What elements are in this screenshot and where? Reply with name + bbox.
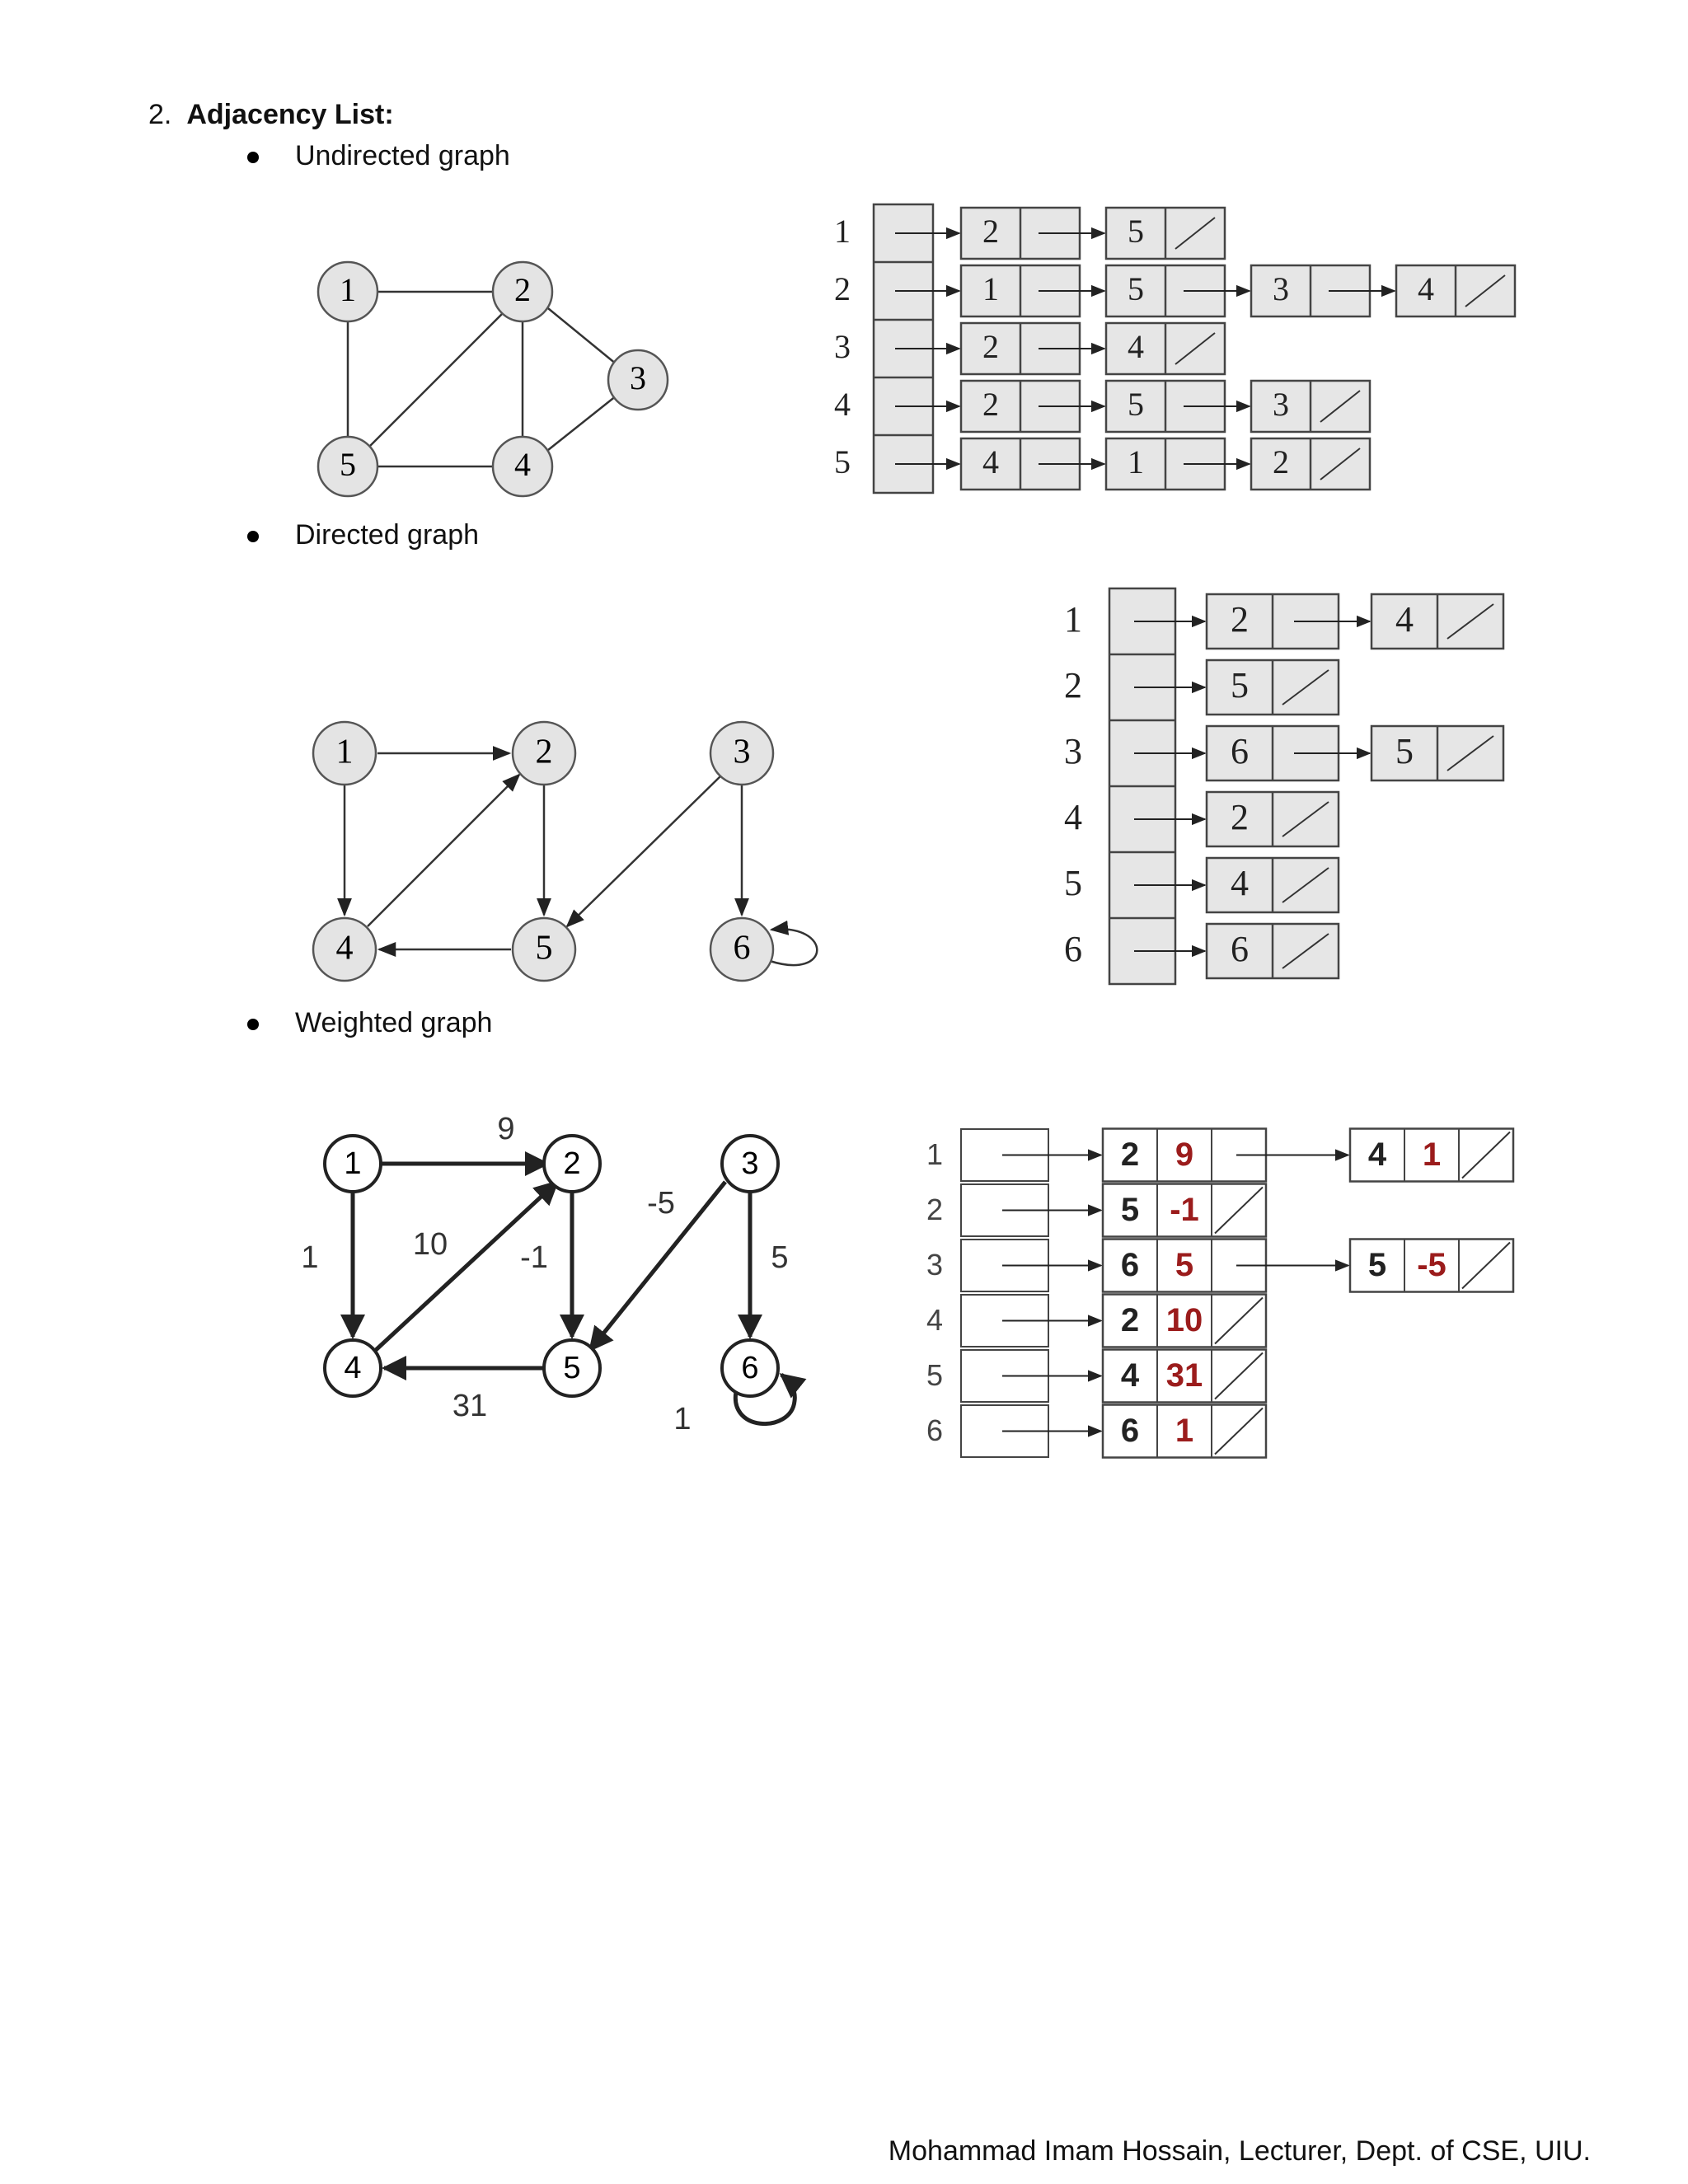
undirected-graph-drawing <box>348 292 617 466</box>
node-vertex: 4 <box>1367 1137 1387 1174</box>
node-value: 2 <box>982 328 999 366</box>
svg-text:1: 1 <box>340 271 356 309</box>
section-title: Adjacency List: <box>186 99 394 130</box>
node-2 <box>513 722 575 785</box>
edge-6-6 <box>770 929 817 965</box>
node-5 <box>544 1340 600 1396</box>
node-value: 3 <box>1273 386 1289 424</box>
weight-label-5-4: 31 <box>452 1389 488 1424</box>
node-value: 4 <box>982 443 999 481</box>
node-3 <box>608 350 668 410</box>
node-6 <box>710 918 773 981</box>
undirected-nodes <box>318 262 668 496</box>
node-weight: 5 <box>1175 1247 1194 1284</box>
node-vertex: 5 <box>1367 1247 1387 1284</box>
node-1 <box>313 722 376 785</box>
node-vertex: 2 <box>1120 1302 1140 1339</box>
svg-text:1: 1 <box>344 1146 362 1182</box>
node-value: 2 <box>1273 443 1289 481</box>
node-weight: -5 <box>1417 1247 1447 1284</box>
weight-label-1-4: 1 <box>301 1240 319 1276</box>
weighted-graph-label: Weighted graph <box>295 1007 493 1038</box>
node-value: 6 <box>1231 731 1249 772</box>
edge-4-2 <box>368 775 519 926</box>
edge-3-5 <box>567 775 722 926</box>
svg-text:6: 6 <box>733 929 751 968</box>
svg-text:3: 3 <box>733 733 751 771</box>
node-value: 1 <box>1128 443 1144 481</box>
svg-text:5: 5 <box>340 446 356 484</box>
weight-label-3-5: -5 <box>647 1186 675 1221</box>
edge-2-3 <box>544 305 617 364</box>
row-index-1: 1 <box>926 1137 944 1172</box>
node-3 <box>710 722 773 785</box>
node-weight: 31 <box>1165 1357 1203 1394</box>
weight-label-3-6: 5 <box>771 1240 789 1276</box>
svg-text:4: 4 <box>344 1351 362 1386</box>
weight-label-2-5: -1 <box>520 1240 548 1276</box>
svg-text:3: 3 <box>741 1146 759 1182</box>
undirected-graph-label: Undirected graph <box>295 140 510 171</box>
row-index-6: 6 <box>1064 929 1082 970</box>
node-value: 2 <box>982 213 999 251</box>
edge-2-5 <box>369 312 504 447</box>
node-value: 5 <box>1128 270 1144 308</box>
svg-text:2: 2 <box>535 733 553 771</box>
node-value: 5 <box>1128 213 1144 251</box>
node-2 <box>493 262 552 321</box>
node-1 <box>325 1136 381 1192</box>
node-4 <box>313 918 376 981</box>
svg-text:3: 3 <box>630 359 646 397</box>
row-index-1: 1 <box>1064 599 1082 640</box>
svg-text:1: 1 <box>335 733 354 771</box>
node-vertex: 6 <box>1120 1247 1140 1284</box>
node-weight: 1 <box>1175 1413 1194 1450</box>
node-6 <box>722 1340 778 1396</box>
node-value: 4 <box>1128 328 1144 366</box>
page-footer: Mohammad Imam Hossain, Lecturer, Dept. of CSE, UIU. <box>888 2135 1591 2167</box>
node-value: 1 <box>982 270 999 308</box>
svg-text:5: 5 <box>563 1351 581 1386</box>
node-value: 5 <box>1128 386 1144 424</box>
weight-label-6-6: 1 <box>673 1402 692 1437</box>
node-value: 2 <box>982 386 999 424</box>
node-vertex: 6 <box>1120 1413 1140 1450</box>
row-index-4: 4 <box>834 386 851 424</box>
undirected-adjacency-list <box>834 204 1515 493</box>
weight-label-4-2: 10 <box>412 1227 448 1263</box>
node-weight: 9 <box>1175 1137 1194 1174</box>
row-index-2: 2 <box>926 1193 944 1227</box>
node-5 <box>318 437 377 496</box>
row-index-3: 3 <box>1064 731 1082 772</box>
svg-text:5: 5 <box>535 929 553 968</box>
row-index-4: 4 <box>1064 797 1082 838</box>
node-2 <box>544 1136 600 1192</box>
weighted-nodes <box>325 1136 778 1396</box>
row-index-1: 1 <box>834 213 851 251</box>
section-number: 2. <box>148 99 172 130</box>
node-4 <box>493 437 552 496</box>
row-index-5: 5 <box>834 443 851 481</box>
svg-text:4: 4 <box>335 929 354 968</box>
node-value: 4 <box>1418 270 1434 308</box>
node-5 <box>513 918 575 981</box>
node-vertex: 2 <box>1120 1137 1140 1174</box>
row-index-6: 6 <box>926 1413 944 1448</box>
node-1 <box>318 262 377 321</box>
node-value: 4 <box>1395 599 1414 640</box>
node-weight: 1 <box>1422 1137 1442 1174</box>
node-weight: 10 <box>1165 1302 1203 1339</box>
node-value: 4 <box>1231 863 1249 904</box>
weighted-adjacency-list <box>926 1129 1513 1458</box>
node-vertex: 4 <box>1120 1357 1140 1394</box>
weight-label-1-2: 9 <box>497 1112 515 1147</box>
node-vertex: 5 <box>1120 1192 1140 1229</box>
node-value: 3 <box>1273 270 1289 308</box>
node-4 <box>325 1340 381 1396</box>
svg-text:6: 6 <box>741 1351 759 1386</box>
row-index-5: 5 <box>1064 863 1082 904</box>
svg-text:2: 2 <box>514 271 531 309</box>
row-index-5: 5 <box>926 1358 944 1393</box>
edge-3-4 <box>544 396 617 453</box>
row-index-4: 4 <box>926 1303 944 1338</box>
node-value: 6 <box>1231 929 1249 970</box>
node-value: 2 <box>1231 599 1249 640</box>
directed-adjacency-list <box>1064 588 1503 984</box>
row-index-2: 2 <box>1064 665 1082 706</box>
node-3 <box>722 1136 778 1192</box>
svg-text:2: 2 <box>563 1146 581 1182</box>
node-weight: -1 <box>1170 1192 1199 1229</box>
node-value: 5 <box>1231 665 1249 706</box>
svg-text:4: 4 <box>514 446 531 484</box>
row-index-3: 3 <box>834 328 851 366</box>
node-value: 2 <box>1231 797 1249 838</box>
row-index-3: 3 <box>926 1248 944 1282</box>
directed-graph-label: Directed graph <box>295 519 480 551</box>
node-value: 5 <box>1395 731 1414 772</box>
row-index-2: 2 <box>834 270 851 308</box>
